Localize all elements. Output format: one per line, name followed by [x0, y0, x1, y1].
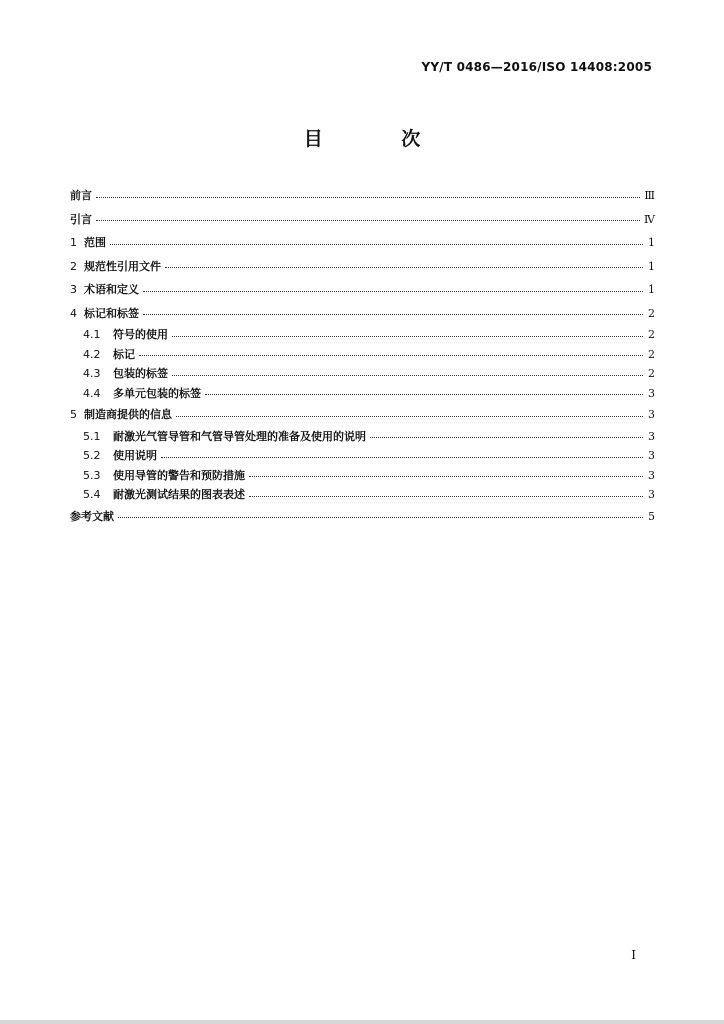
dot-leader: [370, 436, 643, 438]
toc-entry[interactable]: [70, 505, 655, 529]
toc-entry-page: 2: [648, 367, 655, 380]
toc-entry-page: 3: [648, 408, 655, 421]
toc-entry[interactable]: [70, 184, 655, 208]
toc-entry[interactable]: [70, 325, 655, 345]
toc-entry-page: 1: [648, 236, 655, 249]
dot-leader: [143, 313, 643, 315]
toc-entry[interactable]: [70, 302, 655, 326]
toc-entry-number: 3: [70, 283, 77, 296]
dot-leader: [118, 516, 643, 518]
toc-entry[interactable]: [70, 345, 655, 365]
toc-entry-page: 3: [648, 386, 655, 400]
toc-entry-label: 多单元包装的标签: [113, 386, 201, 400]
toc-entry-page: 2: [648, 328, 655, 341]
toc-entry[interactable]: [70, 231, 655, 255]
toc-entry-label: 符号的使用: [113, 328, 168, 341]
toc-entry-number: 5.2: [83, 449, 101, 462]
dot-leader: [205, 393, 643, 395]
toc-entry-label: 标记: [113, 347, 135, 361]
toc-entry-number: 5.4: [83, 488, 101, 501]
toc-entry-page: 2: [648, 306, 655, 320]
toc-entry-page: 1: [648, 283, 655, 296]
toc-entry-page: 1: [648, 259, 655, 273]
toc-entry-label: 使用说明: [113, 449, 157, 462]
toc-entry-number: 4.4: [83, 386, 101, 400]
dot-leader: [249, 475, 643, 477]
dot-leader: [161, 456, 643, 458]
toc-entry[interactable]: [70, 384, 655, 404]
toc-entry[interactable]: [70, 446, 655, 466]
page-number: I: [631, 948, 636, 962]
toc-entry[interactable]: [70, 485, 655, 505]
toc-entry[interactable]: [70, 278, 655, 302]
toc-title: 目 次: [303, 128, 457, 150]
dot-leader: [176, 415, 643, 417]
toc-entry-number: 4.3: [83, 367, 101, 380]
toc-entry-label: 规范性引用文件: [84, 259, 161, 273]
toc-entry[interactable]: [70, 364, 655, 384]
toc-entry-number: 4: [70, 306, 77, 320]
toc-entry-label: 制造商提供的信息: [84, 408, 172, 421]
dot-leader: [172, 374, 643, 376]
toc-entry[interactable]: [70, 255, 655, 279]
toc-entry-label: 耐激光测试结果的图表表述: [113, 488, 245, 501]
toc-entry-number: 5.1: [83, 429, 101, 443]
toc-entry-number: 4.1: [83, 328, 101, 341]
toc-entry[interactable]: [70, 403, 655, 427]
dot-leader: [96, 196, 640, 198]
toc-entry-page: Ⅲ: [644, 189, 655, 202]
toc-entry-label: 参考文献: [70, 509, 114, 523]
toc-entry-label: 范围: [84, 236, 106, 249]
dot-leader: [165, 266, 643, 268]
toc-entry-label: 包装的标签: [113, 367, 168, 380]
toc-entry-page: 2: [648, 347, 655, 361]
dot-leader: [139, 354, 643, 356]
toc-entry-number: 4.2: [83, 347, 101, 361]
toc-entry-label: 耐激光气管导管和气管导管处理的准备及使用的说明: [113, 429, 366, 443]
table-of-contents: [70, 184, 655, 528]
toc-entry-page: 3: [648, 468, 655, 482]
toc-entry-label: 引言: [70, 212, 92, 226]
toc-entry-page: Ⅳ: [644, 212, 655, 226]
toc-entry-page: 3: [648, 449, 655, 462]
toc-entry-page: 5: [648, 509, 655, 523]
toc-entry-label: 使用导管的警告和预防措施: [113, 468, 245, 482]
toc-entry[interactable]: [70, 466, 655, 486]
toc-entry-page: 3: [648, 429, 655, 443]
standard-number: YY/T 0486—2016/ISO 14408:2005: [421, 60, 652, 74]
toc-entry-label: 术语和定义: [84, 283, 139, 296]
toc-entry-label: 标记和标签: [84, 306, 139, 320]
dot-leader: [172, 335, 643, 337]
dot-leader: [143, 290, 643, 292]
dot-leader: [110, 243, 643, 245]
page-bottom-edge: [0, 1020, 724, 1024]
toc-entry-number: 1: [70, 236, 77, 249]
dot-leader: [96, 219, 640, 221]
toc-entry[interactable]: [70, 208, 655, 232]
toc-entry-page: 3: [648, 488, 655, 501]
toc-entry-label: 前言: [70, 189, 92, 202]
toc-entry-number: 5.3: [83, 468, 101, 482]
dot-leader: [249, 495, 643, 497]
toc-entry-number: 2: [70, 259, 77, 273]
toc-entry-number: 5: [70, 408, 77, 421]
toc-entry[interactable]: [70, 427, 655, 447]
